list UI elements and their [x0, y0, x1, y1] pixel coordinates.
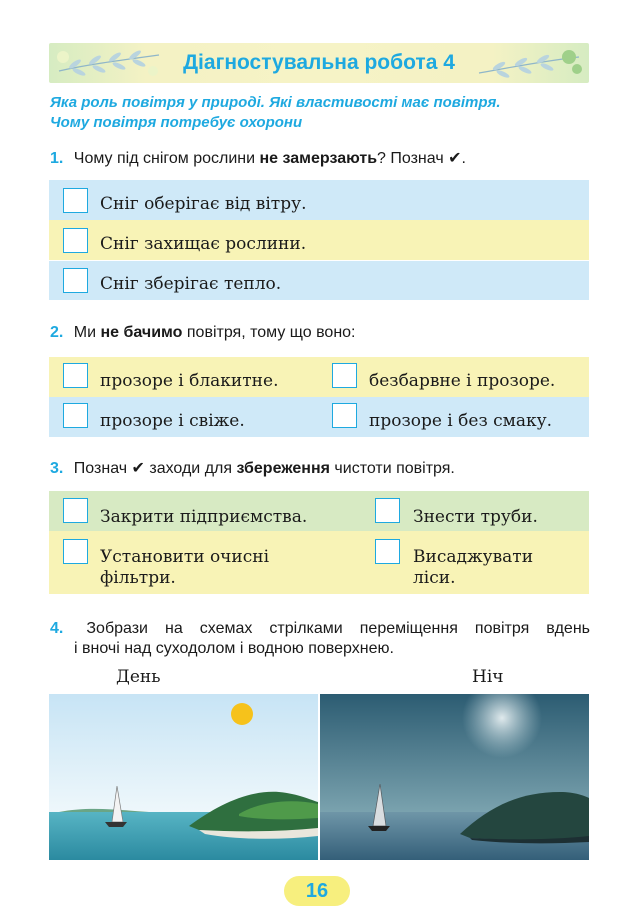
section-subtitle	[50, 93, 590, 133]
day-label: День	[116, 667, 161, 687]
option-label: прозоре і без смаку.	[369, 411, 553, 431]
answer-checkbox[interactable]	[63, 539, 88, 564]
question-text-start: Чому під снігом рослини	[73, 150, 260, 167]
option-row	[49, 220, 589, 260]
question-4	[50, 619, 590, 659]
option-label: Сніг захищає рослини.	[100, 234, 307, 254]
question-3	[50, 459, 590, 479]
option-label-line: фільтри.	[100, 568, 176, 588]
question-number: 1.	[50, 150, 64, 167]
page-title: Діагностувальна робота 4	[183, 51, 455, 74]
question-number: 4.	[50, 620, 64, 637]
answer-checkbox[interactable]	[375, 498, 400, 523]
answer-checkbox[interactable]	[63, 363, 88, 388]
subtitle-line-1: Яка роль повітря у природі. Які властивості має повітря.	[50, 94, 501, 111]
question-text-bold: не замерзають	[259, 150, 378, 167]
option-label	[100, 547, 269, 589]
option-row	[49, 180, 589, 220]
option-row	[49, 261, 589, 300]
answer-checkbox[interactable]	[63, 188, 88, 213]
question-text-end: повітря, тому що воно:	[182, 324, 356, 341]
subtitle-line-2: Чому повітря потребує охорони	[50, 114, 303, 131]
answer-checkbox[interactable]	[332, 363, 357, 388]
option-row	[49, 531, 589, 594]
answer-checkbox[interactable]	[63, 268, 88, 293]
title-banner	[49, 43, 589, 83]
question-1	[50, 149, 590, 169]
option-row	[49, 491, 589, 531]
option-label: Сніг оберігає від вітру.	[100, 194, 307, 214]
night-scene-image	[320, 694, 589, 860]
question-text: Зобрази на схемах стрілками переміщення повітря вдень	[86, 620, 590, 637]
option-row	[49, 397, 589, 437]
option-label: Знести труби.	[413, 507, 538, 527]
question-line-2: і вночі над суходолом і водною поверхнею.	[74, 640, 394, 657]
option-label-line: Висаджувати	[413, 547, 534, 567]
option-label: прозоре і блакитне.	[100, 371, 279, 391]
answer-checkbox[interactable]	[63, 403, 88, 428]
answer-checkbox[interactable]	[63, 228, 88, 253]
question-line-1	[50, 619, 590, 639]
question-text-end: ? Познач ✔.	[377, 150, 466, 167]
question-text-bold: збереження	[236, 460, 330, 477]
option-row	[49, 357, 589, 397]
question-text-start: Познач ✔ заходи для	[73, 460, 237, 477]
sun-icon	[231, 703, 253, 725]
option-label-line: Установити очисні	[100, 547, 270, 567]
answer-checkbox[interactable]	[332, 403, 357, 428]
option-label: Закрити підприємства.	[100, 507, 308, 527]
option-label-line: ліси.	[413, 568, 456, 588]
option-label: Сніг зберігає тепло.	[100, 274, 282, 294]
question-2	[50, 323, 590, 343]
option-label	[413, 547, 533, 589]
day-scene-image	[49, 694, 318, 860]
option-label: прозоре і свіже.	[100, 411, 245, 431]
page-number: 16	[284, 876, 350, 906]
answer-checkbox[interactable]	[63, 498, 88, 523]
question-text-start: Ми	[73, 324, 101, 341]
question-text-bold: не бачимо	[100, 324, 183, 341]
option-label: безбарвне і прозоре.	[369, 371, 556, 391]
question-number: 2.	[50, 324, 64, 341]
night-label: Ніч	[472, 667, 504, 687]
question-text-end: чистоти повітря.	[329, 460, 455, 477]
question-number: 3.	[50, 460, 64, 477]
answer-checkbox[interactable]	[375, 539, 400, 564]
